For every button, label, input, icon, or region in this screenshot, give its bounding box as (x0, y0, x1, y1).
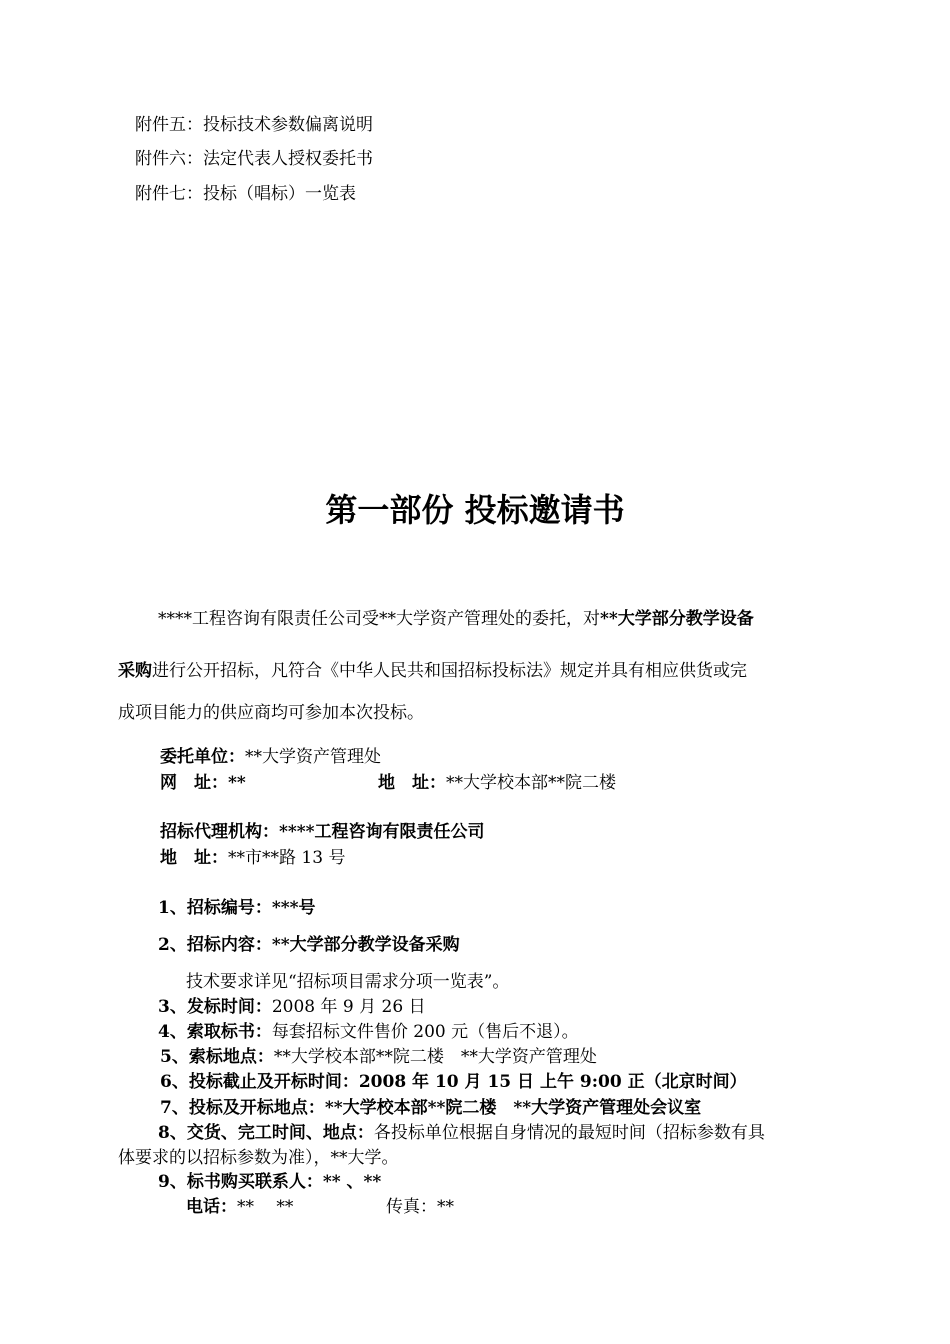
item-8-label: 8、交货、完工时间、地点： (158, 1123, 374, 1143)
item-1 (158, 896, 316, 920)
fax-value: ** (437, 1197, 454, 1217)
item-8-value: 各投标单位根据自身情况的最短时间（招标参数有具 (373, 1123, 765, 1143)
item-2 (158, 933, 460, 957)
intro-line-1-text: ****工程咨询有限责任公司受**大学资产管理处的委托，对 (158, 609, 600, 629)
item-3-label: 3、发标时间： (158, 997, 272, 1017)
item-4-label: 4、索取标书： (158, 1022, 272, 1042)
client-unit (160, 745, 381, 769)
intro-line-3: 成项目能力的供应商均可参加本次投标。 (118, 703, 424, 723)
fax-label: 传真： (386, 1197, 437, 1217)
agency-name (160, 820, 485, 844)
item-8 (158, 1121, 765, 1145)
item-2-value: **大学部分教学设备采购 (271, 935, 460, 955)
attachment-5: 附件五：投标技术参数偏离说明 (135, 115, 373, 135)
item-9-value: ** 、** (322, 1172, 382, 1192)
item-5-label: 5、索标地点： (160, 1047, 274, 1067)
item-8-continuation: 体要求的以招标参数为准），**大学。 (118, 1148, 399, 1168)
intro-line-1-project: **大学部分教学设备 (600, 609, 754, 629)
item-3 (158, 995, 426, 1019)
contact-phone (186, 1195, 293, 1219)
agency-value: ****工程咨询有限责任公司 (279, 822, 485, 842)
contact-fax (386, 1195, 454, 1219)
item-2-note: 技术要求详见“招标项目需求分项一览表”。 (186, 972, 510, 992)
client-web-value: ** (228, 773, 246, 793)
item-7-value: **大学校本部**院二楼 **大学资产管理处会议室 (324, 1098, 702, 1118)
item-4 (158, 1020, 579, 1044)
item-1-value: ***号 (271, 898, 316, 918)
attachment-7: 附件七：投标（唱标）一览表 (135, 184, 356, 204)
client-address-label: 地 址： (378, 773, 446, 793)
item-9 (158, 1170, 381, 1194)
section-title: 第一部份 投标邀请书 (325, 491, 625, 529)
agency-address-label: 地 址： (160, 848, 228, 868)
item-4-value: 每套招标文件售价 200 元（售后不退）。 (271, 1022, 579, 1042)
client-unit-value: **大学资产管理处 (245, 747, 381, 767)
client-address (378, 771, 616, 795)
item-6-label: 6、投标截止及开标时间： (160, 1072, 359, 1092)
item-7-label: 7、投标及开标地点： (160, 1098, 325, 1118)
agency-address (160, 846, 345, 870)
client-web (160, 771, 246, 795)
item-3-value: 2008 年 9 月 26 日 (271, 997, 426, 1017)
phone-value: ** ** (237, 1197, 294, 1217)
client-web-label: 网 址： (160, 773, 228, 793)
item-9-label: 9、标书购买联系人： (158, 1172, 323, 1192)
phone-label: 电话： (186, 1197, 237, 1217)
client-unit-label: 委托单位： (160, 747, 245, 767)
intro-line-2 (118, 658, 846, 684)
item-7 (160, 1096, 701, 1120)
item-6-value: 2008 年 10 月 15 日 上午 9:00 正（北京时间） (358, 1072, 747, 1092)
agency-label: 招标代理机构： (160, 822, 279, 842)
intro-line-1 (118, 606, 846, 632)
intro-paragraph (118, 606, 846, 726)
item-5 (160, 1045, 597, 1069)
item-5-value: **大学校本部**院二楼 **大学资产管理处 (273, 1047, 597, 1067)
intro-line-2-text: 进行公开招标，凡符合《中华人民共和国招标投标法》规定并具有相应供货或完 (152, 661, 747, 681)
agency-address-value: **市**路 13 号 (228, 848, 346, 868)
intro-line-2-project: 采购 (118, 661, 152, 681)
item-1-label: 1、招标编号： (158, 898, 272, 918)
item-6 (160, 1070, 747, 1094)
attachment-6: 附件六：法定代表人授权委托书 (135, 149, 373, 169)
item-2-label: 2、招标内容： (158, 935, 272, 955)
client-address-value: **大学校本部**院二楼 (446, 773, 616, 793)
